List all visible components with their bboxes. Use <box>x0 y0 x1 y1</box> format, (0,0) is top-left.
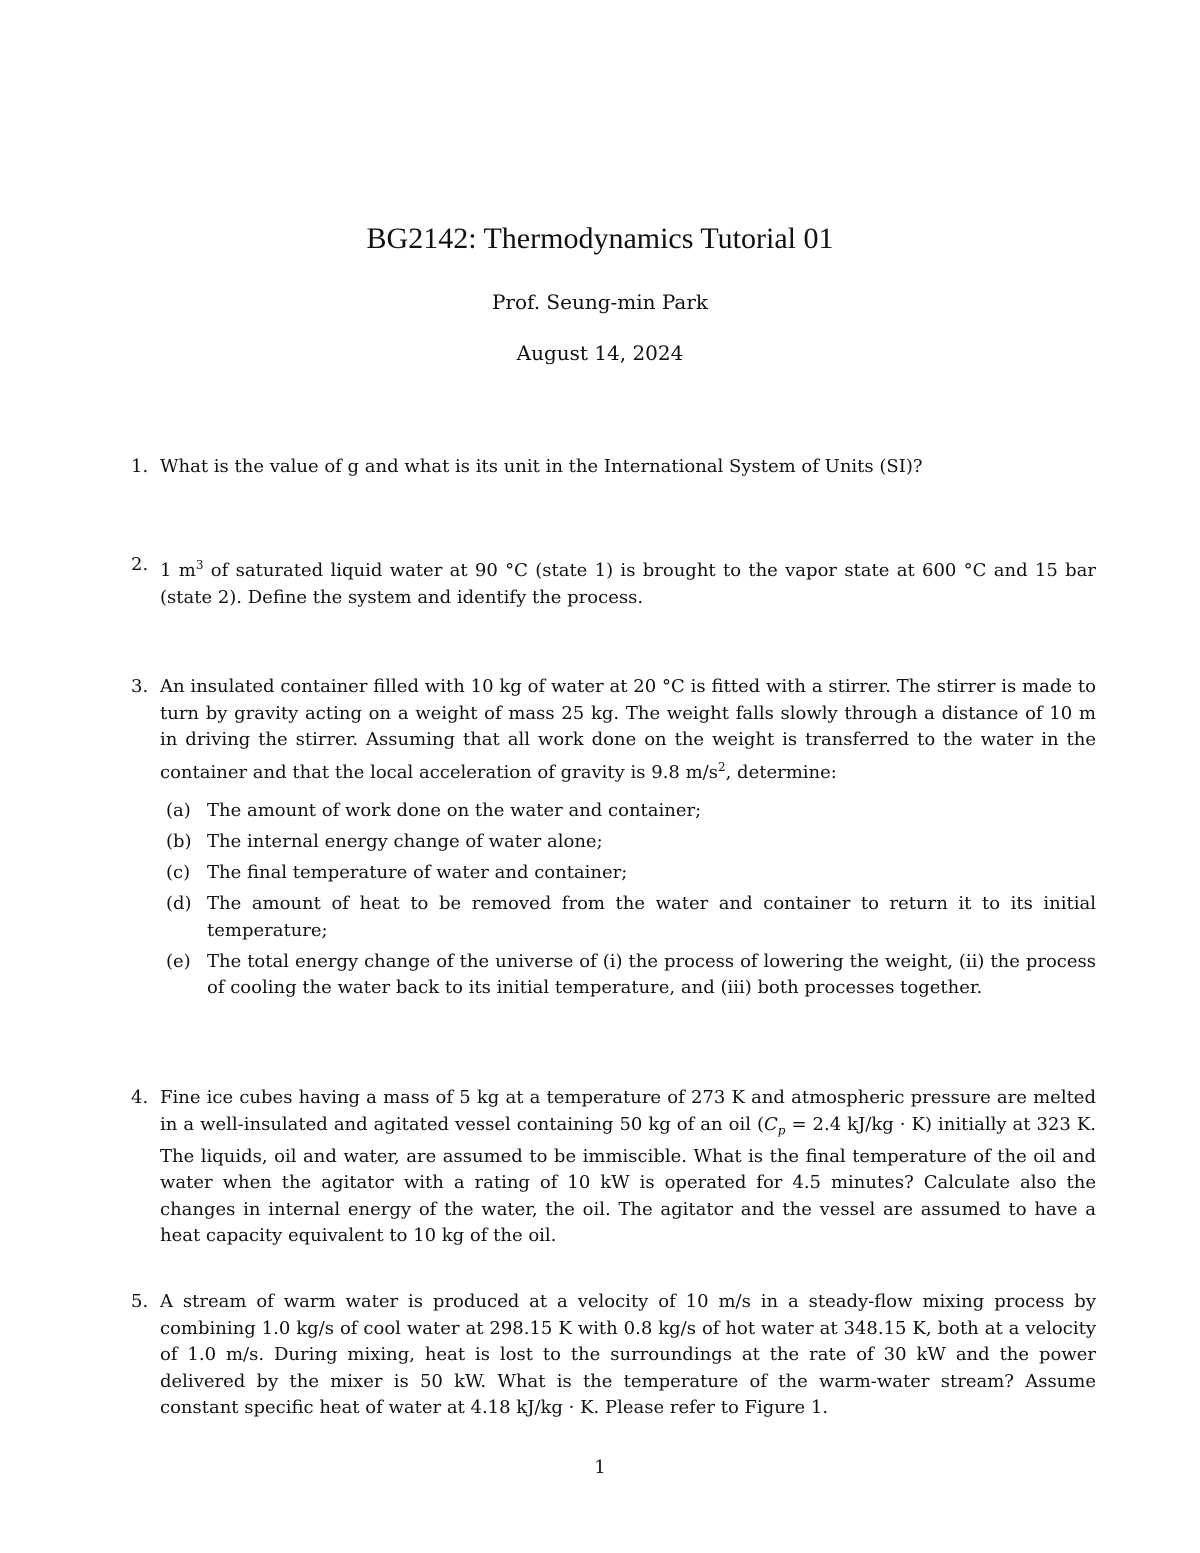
part-label: (c) <box>166 862 191 883</box>
question-number: 4. <box>131 1087 149 1108</box>
question-text <box>160 1085 1096 1250</box>
question-text-part: of saturated liquid water at 90 °C (state 1) is brought to the vapor state at 600 °C and 15 bar (state 2). Define the system and identify the process. <box>160 560 1096 608</box>
question-3 <box>131 674 1096 1006</box>
document-title: BG2142: Thermodynamics Tutorial 01 <box>366 222 834 255</box>
part-text: The amount of work done on the water and container; <box>207 800 702 821</box>
document-date: August 14, 2024 <box>516 341 684 365</box>
question-part <box>160 798 1096 825</box>
question-text: What is the value of g and what is its unit in the International System of Units (SI)? <box>160 456 923 477</box>
question-text-part: An insulated container filled with 10 kg of water at 20 °C is fitted with a stirrer. The stirrer is made to turn by gravity acting on a weight of mass 25 kg. The weight falls slowly through a distance of 10 m in driving the stirrer. Assuming that all work done on the weight is transferred to the water in the container and that the local acceleration of gravity is 9.8 m/s <box>160 676 1096 783</box>
question-number: 5. <box>131 1291 149 1312</box>
question-5 <box>131 1289 1096 1422</box>
part-text: The amount of heat to be removed from the water and container to return it to its initial temperature; <box>207 893 1096 941</box>
question-text <box>160 552 1096 611</box>
question-number: 3. <box>131 676 149 697</box>
question-text-part: , determine: <box>725 761 837 783</box>
question-1 <box>131 454 1096 481</box>
question-text-part: = 2.4 kJ/kg · K) initially at 323 K. The liquids, oil and water, are assumed to be immiscible. What is the final temperature of the oil and water when the agitator with a rating of 10 kW is operated for 4.5 minutes? Calculate also the changes in internal energy of the water, the oil. The agitator and the vessel are assumed to have a heat capacity equivalent to 10 kg of the oil. <box>160 1113 1096 1247</box>
math-symbol: C <box>764 1113 778 1135</box>
question-part <box>160 829 1096 856</box>
part-label: (e) <box>166 950 191 972</box>
question-text <box>160 674 1096 1002</box>
question-parts <box>160 798 1096 1002</box>
question-number: 1. <box>131 456 149 477</box>
part-label: (d) <box>166 893 192 914</box>
part-label: (b) <box>166 831 192 852</box>
question-text-part: 1 m <box>160 560 196 581</box>
superscript: 3 <box>195 558 204 572</box>
question-2 <box>131 552 1096 611</box>
subscript: p <box>777 1123 786 1138</box>
superscript: 2 <box>717 759 726 774</box>
question-4 <box>131 1085 1096 1250</box>
document-author: Prof. Seung-min Park <box>491 290 709 314</box>
question-text-part: Fine ice cubes having a mass of 5 kg at a temperature of 273 K and atmospheric pressure are melted in a well-insulated and agitated vessel containing 50 kg of an oil ( <box>160 1087 1096 1135</box>
part-text: The internal energy change of water alone; <box>207 831 603 852</box>
part-text: The final temperature of water and container; <box>207 862 628 883</box>
part-text: The total energy change of the universe of (i) the process of lowering the weight, (ii) the process of cooling the water back to its initial temperature, and (iii) both processes together. <box>207 950 1096 998</box>
page-number: 1 <box>594 1457 606 1478</box>
question-text: A stream of warm water is produced at a velocity of 10 m/s in a steady-flow mixing process by combining 1.0 kg/s of cool water at 298.15 K with 0.8 kg/s of hot water at 348.15 K, both at a velocity of 1.0 m/s. During mixing, heat is lost to the surroundings at the rate of 30 kW and the power delivered by the mixer is 50 kW. What is the temperature of the warm-water stream? Assume constant specific heat of water at 4.18 kJ/kg · K. Please refer to Figure 1. <box>160 1291 1096 1418</box>
part-label: (a) <box>166 800 191 821</box>
question-number: 2. <box>131 554 149 575</box>
question-part <box>160 949 1096 1002</box>
question-part <box>160 860 1096 887</box>
question-part <box>160 891 1096 944</box>
